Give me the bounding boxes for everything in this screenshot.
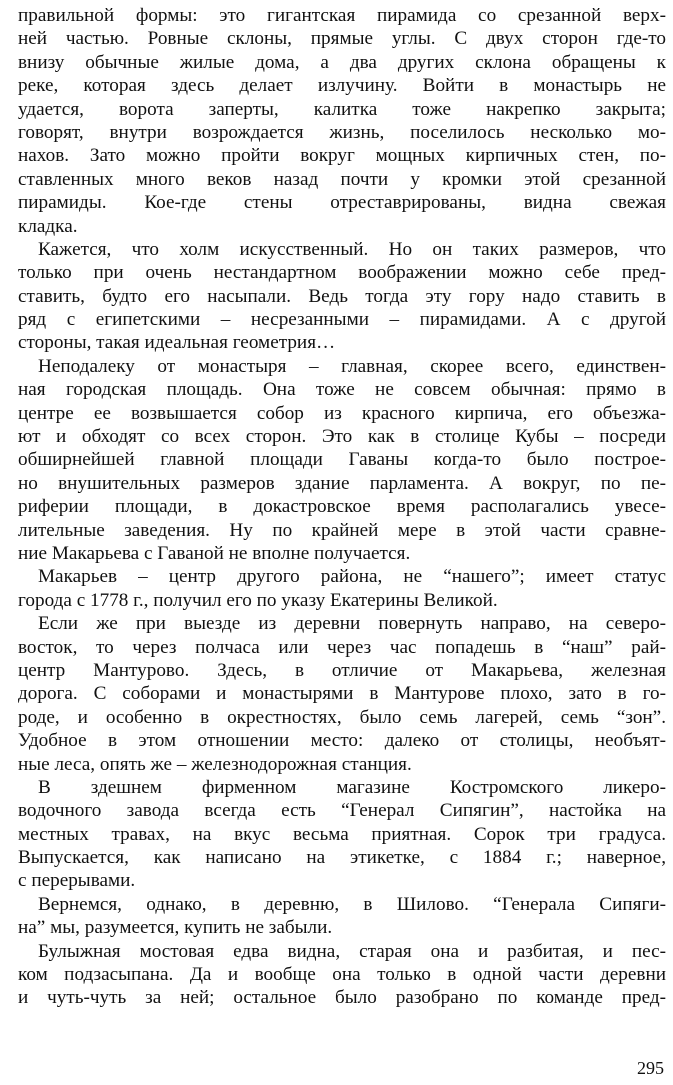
text-line: лительные заведения. Ну по крайней мере в этой части сравне-	[18, 519, 666, 541]
text-line: Удобное в этом отношении место: далеко от столицы, необъят-	[18, 730, 666, 752]
text-line: Кажется, что холм искусственный. Но он таких размеров, что	[38, 238, 666, 260]
text-line: с перерывами.	[18, 870, 136, 892]
text-line: Если же при выезде из деревни повернуть направо, на северо-	[38, 613, 666, 635]
paragraph	[18, 4, 666, 238]
text-line: пирамиды. Кое-где стены отреставрированы, видна свежая	[18, 192, 666, 214]
text-line: риферии площади, в докастровское время располагались увесе-	[18, 496, 666, 518]
page-number: 295	[637, 1058, 664, 1078]
text-line: ные леса, опять же – железнодорожная станция.	[18, 753, 412, 775]
text-line: местных травах, на вкус весьма приятная. Сорок три градуса.	[18, 823, 666, 845]
text-line: ставить, будто его насыпали. Ведь тогда эту гору надо ставить в	[18, 285, 666, 307]
text-line: удается, ворота заперты, калитка тоже накрепко закрыта;	[18, 98, 666, 120]
text-line: Выпускается, как написано на этикетке, с 1884 г.; наверное,	[18, 847, 666, 869]
text-line: ная городская площадь. Она тоже не совсем обычная: прямо в	[18, 379, 666, 401]
text-line: центр Мантурово. Здесь, в отличие от Макарьева, железная	[18, 659, 666, 681]
paragraph	[18, 940, 666, 1010]
text-line: реке, которая здесь делает излучину. Войти в монастырь не	[18, 75, 666, 97]
text-line: центре ее возвышается собор из красного кирпича, его объезжа-	[18, 402, 666, 424]
text-line: Неподалеку от монастыря – главная, скорее всего, единствен-	[38, 355, 666, 377]
text-line: ставленных много веков назад почти у кромки этой срезанной	[18, 168, 666, 190]
text-line: на” мы, разумеется, купить не забыли.	[18, 917, 333, 939]
paragraph	[18, 355, 666, 566]
text-line: и чуть-чуть за ней; остальное было разобрано по команде пред-	[18, 987, 666, 1009]
paragraph	[18, 776, 666, 893]
text-line: ней частью. Ровные склоны, прямые углы. С двух сторон где-то	[18, 28, 666, 50]
text-line: ком подзасыпана. Да и вообще она только в одной части деревни	[18, 964, 666, 986]
text-line: внизу обычные жилые дома, а два других склона обращены к	[18, 51, 666, 73]
text-line: водочного завода всегда есть “Генерал Сипягин”, настойка на	[18, 800, 666, 822]
text-line: стороны, такая идеальная геометрия…	[18, 332, 336, 354]
text-line: В здешнем фирменном магазине Костромского ликеро-	[38, 776, 666, 798]
text-line: только при очень нестандартном воображении можно себе пред-	[18, 262, 666, 284]
text-line: города с 1778 г., получил его по указу Екатерины Великой.	[18, 589, 498, 611]
text-line: говорят, внутри возрождается жизнь, поселилось несколько мо-	[18, 121, 666, 143]
text-line: восток, то через полчаса или через час попадешь в “наш” рай-	[18, 636, 666, 658]
text-line: но внушительных размеров здание парламента. А вокруг, по пе-	[18, 472, 666, 494]
paragraph	[18, 612, 666, 776]
paragraph	[18, 565, 666, 612]
text-line: нахов. Зато можно пройти вокруг мощных кирпичных стен, по-	[18, 145, 666, 167]
text-line: ряд с египетскими – несрезанными – пирамидами. А с другой	[18, 309, 666, 331]
paragraph	[18, 893, 666, 940]
text-line: правильной формы: это гигантская пирамида со срезанной верх-	[18, 5, 666, 26]
text-line: Булыжная мостовая едва видна, старая она и разбитая, и пес-	[38, 940, 666, 962]
text-line: дорога. С соборами и монастырями в Мантурове плохо, зато в го-	[18, 683, 666, 705]
text-line: ние Макарьева с Гаваной не вполне получается.	[18, 542, 411, 564]
paragraph	[18, 238, 666, 355]
text-line: обширнейшей главной площади Гаваны когда-то было построе-	[18, 449, 666, 471]
text-line: роде, и особенно в окрестностях, было семь лагерей, семь “зон”.	[18, 706, 666, 728]
text-line: ют и обходят со всех сторон. Это как в столице Кубы – посреди	[18, 426, 666, 448]
text-line: Макарьев – центр другого района, не “нашего”; имеет статус	[38, 566, 666, 588]
body-text	[18, 4, 666, 1010]
text-line: Вернемся, однако, в деревню, в Шилово. “Генерала Сипяги-	[38, 893, 666, 915]
text-line: кладка.	[18, 215, 78, 237]
